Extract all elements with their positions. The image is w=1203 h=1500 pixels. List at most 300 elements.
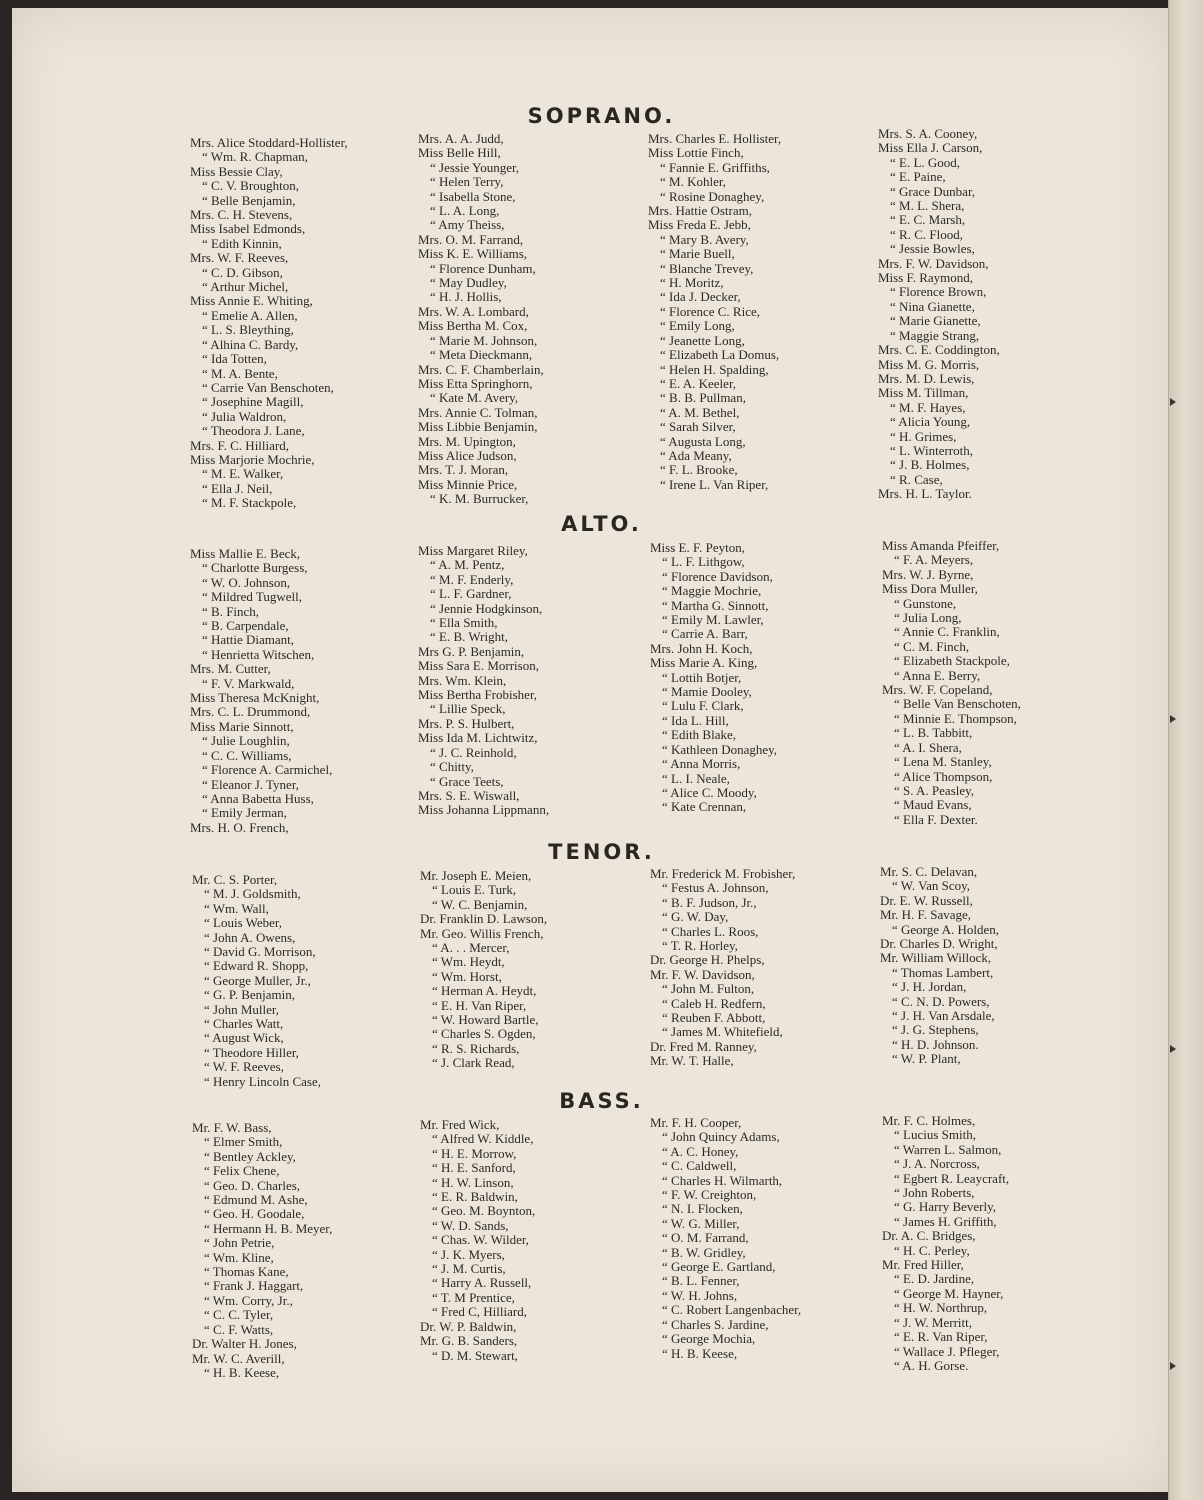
roster-entry: Miss Marie A. King, xyxy=(650,655,758,671)
roster-entry: “ George Mochia, xyxy=(662,1331,756,1347)
roster-entry: Mr. W. C. Averill, xyxy=(192,1350,285,1366)
roster-entry: “ Festus A. Johnson, xyxy=(662,880,769,896)
roster-entry: Mrs. H. L. Taylor. xyxy=(878,486,972,502)
roster-entry: Miss Johanna Lippmann, xyxy=(418,802,550,818)
roster-entry: Miss Etta Springhorn, xyxy=(418,375,533,391)
roster-entry: Mr. C. S. Porter, xyxy=(192,872,278,887)
roster-entry: Dr. A. C. Bridges, xyxy=(882,1228,976,1244)
roster-entry: “ George E. Gartland, xyxy=(662,1259,776,1275)
roster-entry: Miss Minnie Price, xyxy=(418,476,518,492)
alto-column-4 xyxy=(882,539,1112,827)
roster-entry: “ Warren L. Salmon, xyxy=(894,1141,1002,1157)
roster-entry: “ Alhina C. Bardy, xyxy=(202,336,299,352)
roster-entry: “ Charles S. Jardine, xyxy=(662,1316,769,1332)
roster-entry: “ Ida J. Decker, xyxy=(660,289,741,305)
roster-entry: Mr. H. F. Savage, xyxy=(880,907,972,923)
roster-entry: Mrs. S. A. Cooney, xyxy=(878,126,978,141)
roster-entry: “ H. Grimes, xyxy=(890,428,957,444)
roster-entry: “ Rosine Donaghey, xyxy=(660,188,765,204)
roster-entry: “ Edith Blake, xyxy=(662,727,737,743)
roster-entry: “ Felix Chene, xyxy=(204,1163,280,1179)
roster-entry: “ H. E. Sanford, xyxy=(432,1160,516,1176)
roster-entry: “ John A. Owens, xyxy=(204,929,296,945)
roster-entry: “ Bentley Ackley, xyxy=(204,1148,296,1164)
roster-entry: “ Caleb H. Redfern, xyxy=(662,995,766,1011)
roster-entry: “ James M. Whitefield, xyxy=(662,1024,783,1040)
roster-entry: “ Blanche Trevey, xyxy=(660,260,754,276)
bass-column-2 xyxy=(420,1118,650,1363)
roster-entry: Miss Margaret Riley, xyxy=(418,543,528,558)
roster-entry: Miss Marjorie Mochrie, xyxy=(190,451,315,467)
roster-entry: “ R. Case, xyxy=(890,471,943,487)
roster-entry: “ George A. Holden, xyxy=(892,921,999,937)
roster-entry: “ Kathleen Donaghey, xyxy=(662,741,778,757)
roster-entry: “ John Muller, xyxy=(204,1001,279,1017)
roster-entry: Mr. Fred Wick, xyxy=(420,1117,500,1132)
alto-column-1 xyxy=(190,547,420,835)
roster-entry: “ E. H. Van Riper, xyxy=(432,997,527,1013)
roster-entry: “ May Dudley, xyxy=(430,275,507,291)
roster-entry: “ J. K. Myers, xyxy=(432,1246,505,1262)
roster-entry: “ Grace Teets, xyxy=(430,773,504,789)
roster-entry: “ Meta Dieckmann, xyxy=(430,347,533,363)
roster-entry: “ Kate Crennan, xyxy=(662,799,747,815)
roster-entry: “ F. W. Creighton, xyxy=(662,1187,757,1203)
roster-entry: “ W. G. Miller, xyxy=(662,1215,740,1231)
roster-entry: “ Emily Long, xyxy=(660,318,735,334)
roster-entry: “ G. W. Day, xyxy=(662,909,729,925)
roster-entry: “ E. Paine, xyxy=(890,169,946,185)
roster-entry: “ Fred C, Hilliard, xyxy=(432,1304,527,1320)
roster-entry: “ M. F. Hayes, xyxy=(890,399,966,415)
roster-entry: “ Herman A. Heydt, xyxy=(432,983,537,999)
spine-mark-icon xyxy=(1170,1045,1176,1053)
roster-entry: Mrs. F. W. Davidson, xyxy=(878,255,989,271)
roster-entry: “ F. V. Markwald, xyxy=(202,675,295,691)
roster-entry: Mrs. Alice Stoddard-Hollister, xyxy=(190,135,348,150)
roster-entry: “ Minnie E. Thompson, xyxy=(894,710,1017,726)
roster-entry: “ J. W. Merritt, xyxy=(894,1314,972,1330)
roster-entry: “ Alice C. Moody, xyxy=(662,784,757,800)
roster-entry: “ S. A. Peasley, xyxy=(894,782,975,798)
roster-entry: Mrs. P. S. Hulbert, xyxy=(418,715,515,731)
roster-entry: Dr. George H. Phelps, xyxy=(650,952,765,968)
roster-entry: “ H. B. Keese, xyxy=(662,1345,738,1361)
roster-entry: Mrs. M. Upington, xyxy=(418,433,516,449)
roster-entry: “ Fannie E. Griffiths, xyxy=(660,159,770,175)
roster-entry: Miss Ella J. Carson, xyxy=(878,140,983,156)
roster-entry: “ W. P. Plant, xyxy=(892,1051,961,1067)
roster-entry: “ N. I. Flocken, xyxy=(662,1201,743,1217)
roster-entry: “ Lottih Botjer, xyxy=(662,669,742,685)
roster-entry: “ Emily Jerman, xyxy=(202,805,287,821)
roster-entry: “ Edward R. Shopp, xyxy=(204,958,309,974)
roster-entry: “ B. W. Gridley, xyxy=(662,1244,746,1260)
roster-entry: “ Amy Theiss, xyxy=(430,217,505,233)
roster-entry: “ E. B. Wright, xyxy=(430,629,508,645)
roster-entry: “ J. A. Norcross, xyxy=(894,1156,980,1172)
roster-entry: “ Julia Long, xyxy=(894,610,962,626)
roster-entry: “ Grace Dunbar, xyxy=(890,183,976,199)
roster-entry: “ Wm. Wall, xyxy=(204,900,269,916)
soprano-column-1 xyxy=(190,136,420,511)
roster-entry: Mrs. W. J. Byrne, xyxy=(882,566,974,582)
roster-entry: “ Maud Evans, xyxy=(894,797,972,813)
roster-entry: “ Reuben F. Abbott, xyxy=(662,1010,766,1026)
roster-entry: “ G. Harry Beverly, xyxy=(894,1199,997,1215)
roster-entry: “ Hattie Diamant, xyxy=(202,632,295,648)
roster-entry: “ Lena M. Stanley, xyxy=(894,754,992,770)
roster-entry: Miss Annie E. Whiting, xyxy=(190,293,313,309)
roster-entry: “ C. Caldwell, xyxy=(662,1158,737,1174)
roster-entry: “ Charles H. Wilmarth, xyxy=(662,1172,783,1188)
roster-entry: Miss Libbie Benjamin, xyxy=(418,419,538,435)
roster-entry: Mr. F. H. Cooper, xyxy=(650,1115,742,1130)
tenor-column-3 xyxy=(650,867,880,1069)
roster-entry: “ Ida L. Hill, xyxy=(662,712,729,728)
roster-entry: “ H. W. Linson, xyxy=(432,1174,514,1190)
roster-entry: “ Wm. Heydt, xyxy=(432,954,505,970)
roster-entry: “ Jessie Younger, xyxy=(430,159,520,175)
page-spine xyxy=(1168,0,1203,1500)
roster-entry: “ Henrietta Witschen, xyxy=(202,646,315,662)
roster-entry: Mrs. W. F. Copeland, xyxy=(882,682,993,698)
roster-entry: “ Alice Thompson, xyxy=(894,768,993,784)
roster-entry: “ John Petrie, xyxy=(204,1235,275,1251)
roster-entry: “ Ada Meany, xyxy=(660,447,732,463)
roster-entry: “ M. A. Bente, xyxy=(202,365,278,381)
roster-entry: “ H. W. Northrup, xyxy=(894,1300,988,1316)
roster-entry: Mrs. Annie C. Tolman, xyxy=(418,404,538,420)
section-heading-alto: ALTO. xyxy=(561,512,642,536)
roster-entry: “ Charles Watt, xyxy=(204,1016,284,1032)
soprano-column-4 xyxy=(878,127,1108,502)
roster-entry: “ Lillie Speck, xyxy=(430,701,506,717)
alto-column-2 xyxy=(418,544,648,818)
roster-entry: “ W. H. Johns, xyxy=(662,1287,738,1303)
roster-entry: “ C. M. Finch, xyxy=(894,638,970,654)
roster-entry: “ Maggie Mochrie, xyxy=(662,583,762,599)
roster-entry: “ John M. Fulton, xyxy=(662,981,755,997)
roster-entry: “ Charles L. Roos, xyxy=(662,923,759,939)
roster-entry: “ Alicia Young, xyxy=(890,414,971,430)
roster-entry: “ Martha G. Sinnott, xyxy=(662,597,769,613)
roster-entry: Mrs. C. H. Stevens, xyxy=(190,207,293,223)
roster-entry: “ Isabella Stone, xyxy=(430,188,516,204)
roster-entry: “ David G. Morrison, xyxy=(204,944,316,960)
roster-entry: “ Florence C. Rice, xyxy=(660,303,760,319)
roster-entry: “ Irene L. Van Riper, xyxy=(660,476,769,492)
roster-entry: “ Maggie Strang, xyxy=(890,327,980,343)
roster-entry: “ Arthur Michel, xyxy=(202,279,289,295)
soprano-column-3 xyxy=(648,132,878,492)
roster-entry: “ L. F. Lithgow, xyxy=(662,554,745,570)
roster-entry: “ E. R. Van Riper, xyxy=(894,1329,988,1345)
roster-entry: “ C. V. Broughton, xyxy=(202,178,300,194)
alto-column-3 xyxy=(650,541,880,815)
roster-entry: “ L. A. Long, xyxy=(430,203,500,219)
roster-entry: “ H. Moritz, xyxy=(660,275,724,291)
roster-entry: “ T. M Prentice, xyxy=(432,1289,515,1305)
tenor-column-4 xyxy=(880,865,1110,1067)
roster-entry: “ Carrie A. Barr, xyxy=(662,626,748,642)
roster-entry: “ Wallace J. Pfleger, xyxy=(894,1343,1000,1359)
roster-entry: “ M. L. Shera, xyxy=(890,198,965,214)
roster-entry: Miss Marie Sinnott, xyxy=(190,718,294,734)
roster-entry: Miss Dora Muller, xyxy=(882,581,978,597)
roster-entry: “ Alfred W. Kiddle, xyxy=(432,1131,534,1147)
roster-entry: Mr. S. C. Delavan, xyxy=(880,864,978,879)
roster-entry: “ R. S. Richards, xyxy=(432,1040,520,1056)
roster-entry: “ Mamie Dooley, xyxy=(662,684,752,700)
roster-entry: “ Carrie Van Benschoten, xyxy=(202,379,334,395)
roster-entry: Miss M. G. Morris, xyxy=(878,356,980,372)
roster-entry: “ C. N. D. Powers, xyxy=(892,993,990,1009)
roster-entry: “ B. F. Judson, Jr., xyxy=(662,894,757,910)
roster-entry: “ H. B. Keese, xyxy=(204,1364,280,1380)
roster-entry: “ Egbert R. Leaycraft, xyxy=(894,1170,1010,1186)
roster-entry: “ Julie Loughlin, xyxy=(202,733,290,749)
roster-entry: Dr. E. W. Russell, xyxy=(880,892,973,908)
roster-entry: “ G. P. Benjamin, xyxy=(204,987,295,1003)
roster-entry: “ Jessie Bowles, xyxy=(890,241,975,257)
roster-entry: Mrs. A. A. Judd, xyxy=(418,131,504,146)
roster-entry: “ Annie C. Franklin, xyxy=(894,624,1000,640)
roster-entry: Mr. Frederick M. Frobisher, xyxy=(650,866,796,881)
section-heading-bass: BASS. xyxy=(559,1089,644,1113)
roster-entry: Miss Belle Hill, xyxy=(418,145,501,161)
roster-entry: “ Augusta Long, xyxy=(660,433,746,449)
roster-entry: Miss E. F. Peyton, xyxy=(650,540,746,555)
roster-entry: Dr. Franklin D. Lawson, xyxy=(420,911,548,927)
roster-entry: “ W. C. Benjamin, xyxy=(432,896,528,912)
bass-column-4 xyxy=(882,1114,1112,1373)
roster-entry: Miss K. E. Williams, xyxy=(418,246,528,262)
roster-entry: “ Geo. D. Charles, xyxy=(204,1177,301,1193)
roster-entry: “ Belle Benjamin, xyxy=(202,192,296,208)
roster-entry: “ C. F. Watts, xyxy=(204,1321,274,1337)
roster-entry: “ J. C. Reinhold, xyxy=(430,744,517,760)
roster-entry: “ W. D. Sands, xyxy=(432,1217,509,1233)
roster-entry: “ Wm. R. Chapman, xyxy=(202,149,308,165)
roster-entry: “ Belle Van Benschoten, xyxy=(894,696,1021,712)
roster-entry: “ M. F. Enderly, xyxy=(430,571,514,587)
roster-entry: Miss Lottie Finch, xyxy=(648,145,744,161)
roster-entry: Dr. W. P. Baldwin, xyxy=(420,1318,517,1334)
roster-entry: “ Louis Weber, xyxy=(204,915,282,931)
roster-entry: “ C. C. Tyler, xyxy=(204,1307,274,1323)
roster-entry: “ Anna E. Berry, xyxy=(894,667,981,683)
roster-entry: Miss Bessie Clay, xyxy=(190,163,283,179)
roster-entry: “ O. M. Farrand, xyxy=(662,1230,749,1246)
roster-entry: Mr. F. W. Davidson, xyxy=(650,966,755,982)
roster-entry: “ Chas. W. Wilder, xyxy=(432,1232,529,1248)
roster-entry: “ W. Howard Bartle, xyxy=(432,1012,539,1028)
roster-entry: “ C. Robert Langenbacher, xyxy=(662,1302,802,1318)
roster-entry: “ Frank J. Haggart, xyxy=(204,1278,304,1294)
roster-entry: Mr. F. C. Holmes, xyxy=(882,1113,976,1128)
roster-entry: “ Wm. Corry, Jr., xyxy=(204,1292,293,1308)
roster-entry: “ John Roberts, xyxy=(894,1185,975,1201)
roster-entry: “ Marie M. Johnson, xyxy=(430,332,538,348)
roster-entry: “ Elmer Smith, xyxy=(204,1134,283,1150)
roster-entry: “ A. H. Gorse. xyxy=(894,1357,969,1373)
roster-entry: “ Emily M. Lawler, xyxy=(662,612,764,628)
roster-entry: Mrs. Wm. Klein, xyxy=(418,672,507,688)
roster-entry: “ Charles S. Ogden, xyxy=(432,1026,536,1042)
roster-entry: Dr. Charles D. Wright, xyxy=(880,936,998,952)
roster-entry: “ Hermann H. B. Meyer, xyxy=(204,1220,333,1236)
roster-entry: “ M. E. Walker, xyxy=(202,466,284,482)
roster-entry: “ August Wick, xyxy=(204,1030,284,1046)
roster-entry: “ B. Finch, xyxy=(202,603,260,619)
roster-entry: “ L. B. Tabbitt, xyxy=(894,725,973,741)
roster-entry: “ Florence Brown, xyxy=(890,284,987,300)
roster-entry: “ Ida Totten, xyxy=(202,351,267,367)
roster-entry: Mrs. O. M. Farrand, xyxy=(418,231,524,247)
roster-entry: “ Ella J. Neil, xyxy=(202,480,273,496)
roster-entry: “ James H. Griffith, xyxy=(894,1213,997,1229)
roster-entry: “ Gunstone, xyxy=(894,595,957,611)
roster-entry: “ B. L. Fenner, xyxy=(662,1273,740,1289)
roster-entry: “ C. D. Gibson, xyxy=(202,264,283,280)
roster-entry: “ A. C. Honey, xyxy=(662,1143,739,1159)
roster-entry: “ D. M. Stewart, xyxy=(432,1347,518,1363)
roster-entry: “ Thomas Kane, xyxy=(204,1264,289,1280)
roster-entry: Mrs. C. L. Drummond, xyxy=(190,704,311,720)
roster-entry: “ Geo. M. Boynton, xyxy=(432,1203,536,1219)
roster-entry: “ Chitty, xyxy=(430,759,474,775)
roster-entry: “ Harry A. Russell, xyxy=(432,1275,532,1291)
roster-entry: “ B. Carpendale, xyxy=(202,618,289,634)
roster-entry: Mrs. John H. Koch, xyxy=(650,640,753,656)
roster-entry: “ C. C. Williams, xyxy=(202,747,292,763)
roster-entry: Miss Freda E. Jebb, xyxy=(648,217,751,233)
roster-entry: “ W. Van Scoy, xyxy=(892,878,970,894)
roster-entry: Mrs. S. E. Wiswall, xyxy=(418,787,520,803)
roster-entry: Miss F. Raymond, xyxy=(878,270,974,286)
roster-entry: “ Kate M. Avery, xyxy=(430,390,519,406)
roster-entry: “ M. F. Stackpole, xyxy=(202,495,297,511)
roster-entry: Mrs. T. J. Moran, xyxy=(418,462,509,478)
bass-column-1 xyxy=(192,1121,422,1380)
roster-entry: “ Edith Kinnin, xyxy=(202,235,282,251)
tenor-column-2 xyxy=(420,869,650,1071)
roster-entry: Dr. Fred M. Ranney, xyxy=(650,1038,757,1054)
roster-entry: “ Marie Gianette, xyxy=(890,313,981,329)
roster-entry: Mrs. F. C. Hilliard, xyxy=(190,437,289,453)
roster-entry: “ H. C. Perley, xyxy=(894,1242,970,1258)
roster-entry: Miss Theresa McKnight, xyxy=(190,690,320,706)
roster-entry: “ T. R. Horley, xyxy=(662,938,738,954)
roster-entry: “ Florence Davidson, xyxy=(662,568,773,584)
roster-entry: “ Sarah Silver, xyxy=(660,419,736,435)
roster-entry: “ E. C. Marsh, xyxy=(890,212,966,228)
roster-entry: “ Helen H. Spalding, xyxy=(660,361,769,377)
roster-entry: Mr. G. B. Sanders, xyxy=(420,1333,518,1349)
roster-entry: “ Eleanor J. Tyner, xyxy=(202,776,299,792)
roster-entry: Mrs. W. A. Lombard, xyxy=(418,303,529,319)
roster-entry: “ B. B. Pullman, xyxy=(660,390,746,406)
roster-entry: “ John Quincy Adams, xyxy=(662,1129,780,1145)
roster-entry: “ J. G. Stephens, xyxy=(892,1022,979,1038)
roster-entry: “ A. I. Shera, xyxy=(894,739,962,755)
roster-entry: Mr. F. W. Bass, xyxy=(192,1120,272,1135)
roster-entry: “ K. M. Burrucker, xyxy=(430,491,529,507)
roster-entry: Miss Sara E. Morrison, xyxy=(418,658,539,674)
roster-entry: “ E. A. Keeler, xyxy=(660,375,737,391)
soprano-column-2 xyxy=(418,132,648,507)
roster-entry: “ Jeanette Long, xyxy=(660,332,745,348)
spine-mark-icon xyxy=(1170,715,1176,723)
roster-entry: “ Emelie A. Allen, xyxy=(202,307,298,323)
roster-entry: “ Marie Buell, xyxy=(660,246,735,262)
roster-entry: “ Florence Dunham, xyxy=(430,260,536,276)
roster-entry: “ Ella F. Dexter. xyxy=(894,811,978,827)
roster-entry: Mr. W. T. Halle, xyxy=(650,1053,734,1069)
roster-entry: “ E. L. Good, xyxy=(890,154,961,170)
roster-entry: “ Anna Morris, xyxy=(662,756,741,772)
roster-entry: “ Lucius Smith, xyxy=(894,1127,976,1143)
roster-entry: “ L. Winterroth, xyxy=(890,442,973,458)
roster-entry: Miss Isabel Edmonds, xyxy=(190,221,306,237)
roster-entry: “ L. I. Neale, xyxy=(662,770,730,786)
roster-entry: “ E. R. Baldwin, xyxy=(432,1189,518,1205)
roster-entry: “ Ella Smith, xyxy=(430,615,498,631)
roster-entry: “ F. A. Meyers, xyxy=(894,552,974,568)
roster-entry: “ Elizabeth La Domus, xyxy=(660,347,780,363)
roster-entry: “ L. S. Bleything, xyxy=(202,322,294,338)
roster-entry: “ F. L. Brooke, xyxy=(660,462,738,478)
roster-entry: “ Louis E. Turk, xyxy=(432,882,517,898)
roster-entry: “ Edmund M. Ashe, xyxy=(204,1192,308,1208)
roster-entry: “ Helen Terry, xyxy=(430,174,504,190)
roster-entry: Mr. Geo. Willis French, xyxy=(420,925,544,941)
roster-entry: Miss M. Tillman, xyxy=(878,385,969,401)
roster-entry: Dr. Walter H. Jones, xyxy=(192,1336,297,1352)
roster-entry: “ M. Kohler, xyxy=(660,174,726,190)
roster-entry: Miss Bertha M. Cox, xyxy=(418,318,528,334)
roster-entry: “ Wm. Kline, xyxy=(204,1249,274,1265)
roster-entry: Mrs. C. E. Coddington, xyxy=(878,342,1000,358)
roster-entry: “ J. Clark Read, xyxy=(432,1055,515,1071)
roster-entry: Mr. Joseph E. Meien, xyxy=(420,868,532,883)
roster-entry: “ H. E. Morrow, xyxy=(432,1145,517,1161)
roster-entry: “ Henry Lincoln Case, xyxy=(204,1073,321,1089)
roster-entry: “ Mary B. Avery, xyxy=(660,231,749,247)
roster-entry: “ J. H. Jordan, xyxy=(892,979,967,995)
roster-entry: Mrs. Hattie Ostram, xyxy=(648,203,752,219)
roster-entry: Mrs. C. F. Chamberlain, xyxy=(418,361,544,377)
roster-entry: “ Anna Babetta Huss, xyxy=(202,790,314,806)
roster-entry: “ M. J. Goldsmith, xyxy=(204,886,301,902)
roster-entry: Miss Amanda Pfeiffer, xyxy=(882,538,1000,553)
roster-entry: “ Elizabeth Stackpole, xyxy=(894,653,1010,669)
roster-entry: “ H. J. Hollis, xyxy=(430,289,502,305)
roster-entry: Miss Ida M. Lichtwitz, xyxy=(418,730,538,746)
roster-entry: “ Nina Gianette, xyxy=(890,298,975,314)
roster-entry: Mrs. M. Cutter, xyxy=(190,661,271,677)
roster-entry: Mrs G. P. Benjamin, xyxy=(418,643,525,659)
roster-entry: “ Mildred Tugwell, xyxy=(202,589,303,605)
roster-entry: Mrs. W. F. Reeves, xyxy=(190,250,289,266)
roster-entry: “ H. D. Johnson. xyxy=(892,1036,979,1052)
bass-column-3 xyxy=(650,1116,880,1361)
roster-entry: “ Josephine Magill, xyxy=(202,394,304,410)
roster-entry: Miss Bertha Frobisher, xyxy=(418,687,537,703)
roster-entry: “ Florence A. Carmichel, xyxy=(202,762,333,778)
roster-entry: “ Lulu F. Clark, xyxy=(662,698,744,714)
